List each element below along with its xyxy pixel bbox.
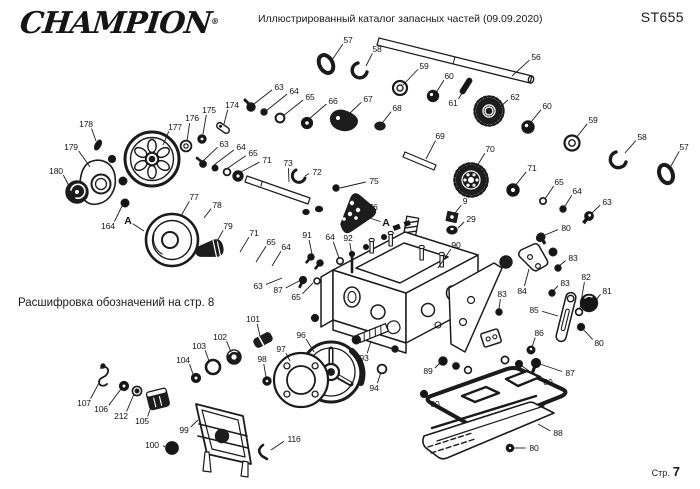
leader-line (367, 341, 371, 353)
leader-line (256, 246, 266, 262)
leader-line (531, 110, 541, 122)
part-label: 65 (305, 92, 315, 102)
leader-line (540, 364, 562, 372)
leader-line (532, 338, 535, 347)
leader-line (305, 174, 309, 176)
part-label: 64 (325, 232, 335, 242)
part-label: 176 (185, 113, 199, 123)
part-label: 86 (534, 328, 544, 338)
leader-line (266, 94, 287, 111)
part-label: 60 (542, 101, 552, 111)
leader-line (477, 153, 485, 166)
leader-line (286, 281, 299, 288)
part-label: 64 (289, 86, 299, 96)
leader-line (366, 53, 372, 66)
cup-180-drawing (66, 181, 88, 203)
part-label: 58 (372, 44, 382, 54)
leader-line (559, 261, 566, 266)
leader-line (340, 182, 366, 188)
leader-line (203, 115, 206, 134)
leader-line (625, 141, 636, 153)
page-title: Иллюстрированный каталог запасных частей (09.09.2020) (258, 13, 543, 25)
part-label: 64 (572, 186, 582, 196)
part-label: 59 (588, 115, 598, 125)
leader-line (257, 324, 260, 336)
part-label: 116 (287, 434, 301, 444)
part-label: 75 (369, 176, 379, 186)
part-label: 61 (448, 98, 458, 108)
leader-line (309, 104, 326, 119)
part-label: 63 (274, 82, 284, 92)
part-label: 78 (212, 200, 222, 210)
part-label: 100 (145, 440, 159, 450)
part-label: 69 (435, 131, 445, 141)
leader-line (225, 156, 246, 170)
part-label: 94 (369, 383, 379, 393)
part-label: 64 (281, 242, 291, 252)
leader-line (224, 110, 228, 124)
leader-line (545, 186, 554, 199)
leader-line (403, 70, 418, 86)
leader-line (309, 240, 312, 254)
part-label: 81 (602, 286, 612, 296)
leader-line (205, 350, 209, 361)
part-label: 9 (462, 196, 468, 206)
part-label: 77 (189, 192, 199, 202)
leader-line (288, 168, 289, 182)
part-label: 179 (64, 142, 78, 152)
part-label: 68 (392, 103, 402, 113)
registered-mark: ® (210, 16, 220, 26)
part-label: 71 (527, 163, 537, 173)
part-label: 72 (312, 167, 322, 177)
part-label: 83 (497, 289, 507, 299)
leader-line (92, 129, 96, 142)
axle-shaft-drawing (377, 38, 534, 84)
legend-note: Расшифровка обозначений на стр. 8 (18, 297, 215, 309)
leader-line (114, 206, 122, 222)
part-label: 76 (368, 202, 378, 212)
leader-line (545, 230, 558, 235)
leader-line (377, 372, 381, 383)
part-label: A (124, 215, 132, 227)
part-label: 98 (257, 354, 267, 364)
fasteners-105-107 (99, 364, 170, 410)
gear-cluster-76-drawing (303, 194, 376, 233)
part-label: 90 (451, 240, 461, 250)
part-label: 175 (202, 105, 216, 115)
page-label: Стр. (651, 468, 670, 478)
part-label: 84 (517, 286, 527, 296)
part-label: 66 (328, 96, 338, 106)
leader-line (592, 205, 600, 213)
part-label: 67 (363, 94, 373, 104)
part-label: 178 (79, 119, 93, 129)
logo-text: CHAMPION (18, 6, 213, 41)
leader-line (254, 90, 272, 104)
part-label: 63 (253, 281, 263, 291)
control-cluster-drawing (496, 235, 598, 374)
part-label: 62 (510, 92, 520, 102)
part-label: 107 (77, 398, 91, 408)
skid-frame-99-drawing (166, 404, 267, 477)
leader-line (671, 151, 679, 166)
part-label: 56 (531, 52, 541, 62)
part-label: 80 (430, 399, 440, 409)
gear-62-drawing (475, 97, 504, 126)
part-label: 174 (225, 100, 239, 110)
leader-line (191, 420, 198, 427)
part-label: 83 (560, 278, 570, 288)
leader-line (455, 205, 461, 213)
leader-line (272, 251, 281, 266)
part-label: 104 (176, 355, 190, 365)
leader-line (240, 237, 249, 252)
leader-line (426, 140, 436, 159)
leader-line (227, 341, 231, 352)
wheel-77-drawing (146, 214, 198, 266)
leader-line (436, 80, 444, 93)
pulley-177-drawing (125, 132, 179, 186)
part-label: 88 (553, 428, 563, 438)
leader-line (515, 172, 526, 186)
part-label: 80 (561, 223, 571, 233)
leader-line (163, 446, 165, 447)
part-label: 106 (94, 404, 108, 414)
part-label: 57 (343, 35, 353, 45)
leader-line (283, 100, 303, 116)
part-label: 103 (192, 341, 206, 351)
part-label: 82 (581, 272, 591, 282)
part-label: 92 (343, 233, 353, 243)
leader-line (499, 299, 500, 309)
part-label: 64 (236, 142, 246, 152)
part-label: 29 (466, 214, 476, 224)
leader-line (109, 389, 121, 405)
part-label: 65 (554, 177, 564, 187)
leader-line (264, 364, 266, 377)
part-label: 80 (529, 443, 539, 453)
part-label: 97 (276, 344, 286, 354)
leader-line (214, 150, 234, 165)
leader-line (91, 381, 101, 399)
leader-line (383, 112, 391, 122)
part-label: 180 (49, 166, 63, 176)
part-label: 59 (419, 61, 429, 71)
part-label: 63 (602, 197, 612, 207)
part-label: 65 (291, 292, 301, 302)
part-label: 85 (529, 305, 539, 315)
leader-line (266, 278, 282, 284)
leader-line (271, 441, 284, 450)
part-label: 80 (543, 377, 553, 387)
leader-line (187, 123, 190, 141)
part-label: 57 (679, 142, 689, 152)
part-label: 79 (223, 221, 233, 231)
part-label: 71 (262, 155, 272, 165)
leader-line (553, 286, 558, 291)
part-label: 105 (135, 416, 149, 426)
leader-line (332, 44, 343, 60)
part-label: A (382, 217, 390, 229)
leader-line (538, 424, 550, 431)
leader-line (565, 195, 572, 206)
leader-line (349, 102, 361, 114)
leader-line (596, 294, 601, 300)
part-label: 70 (485, 144, 495, 154)
leader-line (181, 201, 189, 216)
leader-line (203, 147, 218, 161)
leader-line (458, 222, 464, 228)
part-label: 89 (423, 366, 433, 376)
sprocket-70-drawing (455, 164, 488, 197)
fasteners-63-68 (245, 100, 385, 131)
leader-line (576, 124, 587, 138)
leader-line (542, 311, 558, 316)
leader-line (204, 209, 211, 218)
part-label: 212 (114, 411, 128, 421)
leader-line (525, 269, 530, 286)
leader-line (63, 175, 69, 186)
model-number: ST655 (640, 9, 684, 25)
part-label: 93 (359, 353, 369, 363)
part-label: 96 (296, 330, 306, 340)
leader-line (133, 224, 144, 231)
part-label: 177 (168, 122, 182, 132)
part-label: 87 (273, 285, 283, 295)
disc-97-drawing (274, 353, 328, 407)
part-label: 102 (213, 332, 227, 342)
part-label: 91 (302, 230, 312, 240)
part-label: 87 (565, 368, 575, 378)
page-number: 7 (672, 464, 680, 479)
leader-line (79, 151, 90, 167)
part-label: 83 (568, 253, 578, 263)
leader-line (127, 394, 134, 412)
leader-line (190, 364, 194, 374)
part-label: 73 (283, 158, 293, 168)
part-label: 80 (594, 338, 604, 348)
leader-line (239, 162, 259, 173)
leader-line (303, 283, 314, 294)
leader-line (435, 362, 441, 368)
leader-line (583, 329, 593, 340)
part-label: 101 (246, 314, 260, 324)
part-label: 99 (179, 425, 189, 435)
part-label: 65 (248, 148, 258, 158)
part-label: 71 (249, 228, 259, 238)
part-label: 60 (444, 71, 454, 81)
part-label: 58 (637, 132, 647, 142)
part-label: 164 (101, 221, 115, 231)
part-label: 63 (219, 139, 229, 149)
part-label: 65 (266, 237, 276, 247)
leader-line (333, 242, 339, 258)
